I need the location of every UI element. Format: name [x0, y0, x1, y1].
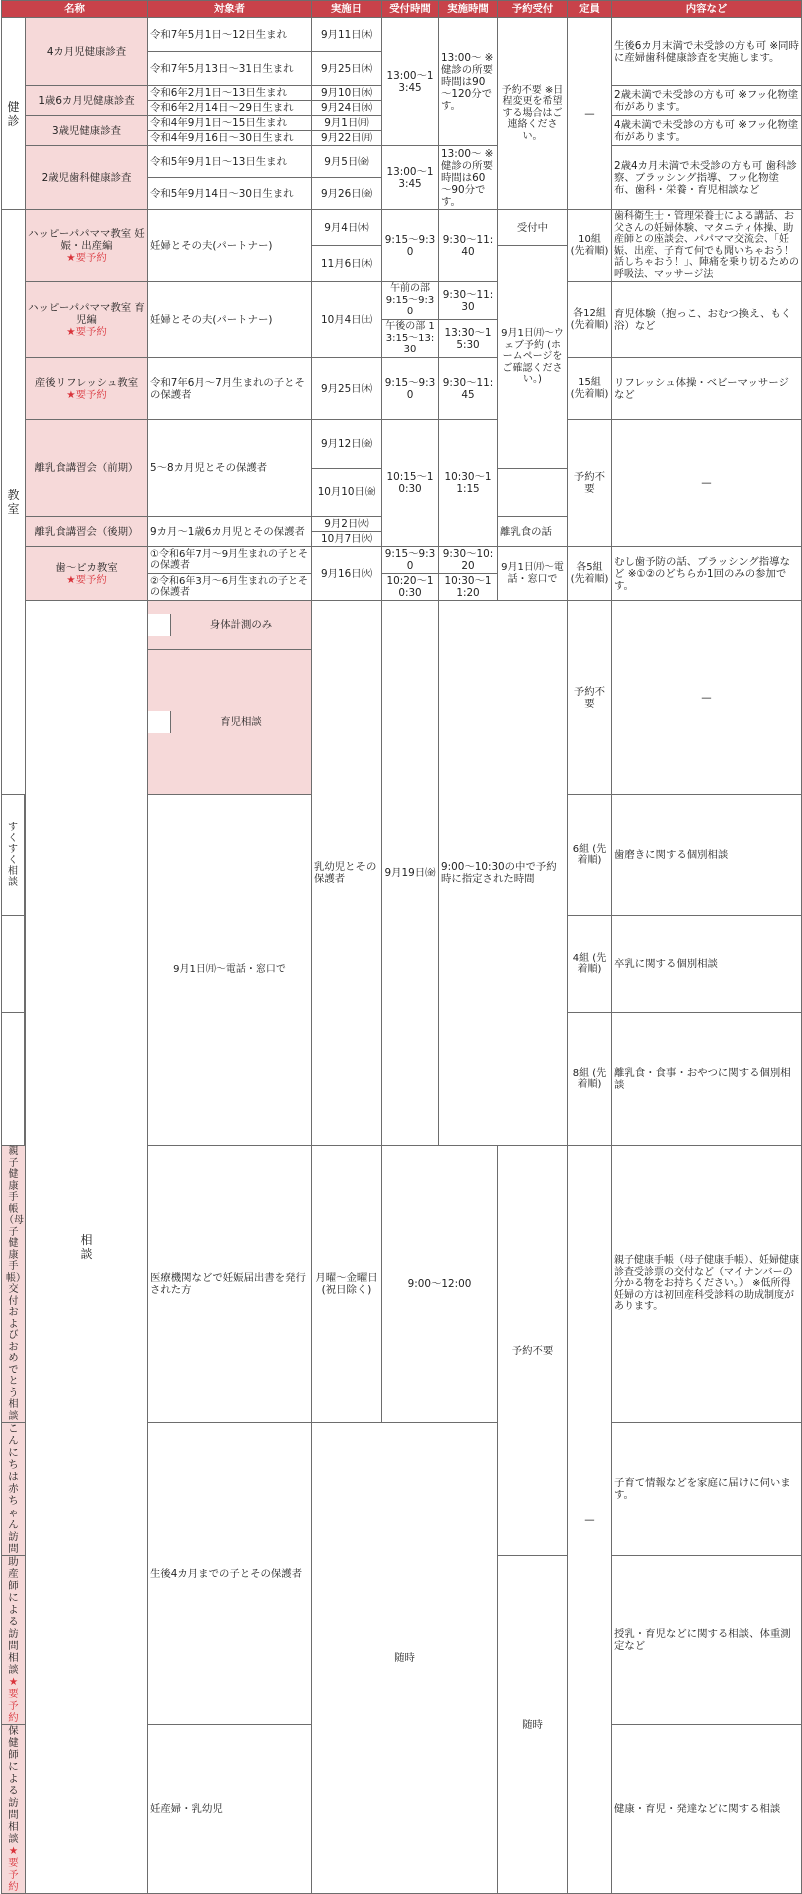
header-capacity: 定員: [568, 1, 612, 18]
target-cell: 令和4年9月1日～15日生まれ: [148, 116, 312, 131]
header-row: [2, 1, 802, 18]
time-cell: 9:00～12:00: [382, 1146, 498, 1423]
time-cell: 随時: [312, 1423, 498, 1894]
target-cell: 9カ月～1歳6カ月児とその保護者: [148, 517, 312, 547]
booking-cell: 予約不要: [498, 1146, 568, 1556]
details-cell: 生後6カ月末満で未受診の方も可 ※同時に産婦歯科健康診査を実施します。: [612, 18, 802, 86]
booking-cell: 9月1日㈪～ウェブ予約 (ホームページをご確認ください。): [498, 246, 568, 469]
session-cell: 10:30～11:20: [439, 574, 498, 601]
date-cell: 9月25日㈭: [312, 52, 382, 86]
details-cell: 歯磨きに関する個別相談: [612, 795, 802, 916]
item-name: 助産師による訪問相談 ★要予約: [2, 1556, 26, 1725]
session-cell: 9:30～11:45: [439, 358, 498, 420]
details-cell: 子育て情報などを家庭に届けに伺います。: [612, 1423, 802, 1556]
session-cell: 13:30～15:30: [439, 320, 498, 358]
details-cell: 健康・育児・発達などに関する相談: [612, 1725, 802, 1894]
booking-cell: 9月1日㈪～電話・窓口で: [498, 547, 568, 601]
session-cell: 10:30～11:15: [439, 420, 498, 547]
target-cell: 令和6年2月14日～29日生まれ: [148, 101, 312, 116]
date-cell: 9月24日㈬: [312, 101, 382, 116]
session-cell: 13:00～ ※健診の所要時間は60～90分です。: [439, 146, 498, 210]
time-cell: 9:00～10:30の中で予約時に指定された時間: [439, 601, 568, 1146]
target-cell: 5～8カ月児とその保護者: [148, 420, 312, 517]
target-cell: 令和7年5月13日～31日生まれ: [148, 52, 312, 86]
item-name: 離乳食講習会（前期）: [26, 420, 148, 517]
header-details: 内容など: [612, 1, 802, 18]
item-name: 1歳6カ月児健康診査: [26, 86, 148, 116]
required-mark: ★要予約: [66, 325, 107, 338]
category-kyoshitsu: 教室: [2, 210, 26, 795]
required-mark: ★要予約: [66, 573, 107, 586]
target-cell: ②令和6年3月～6月生まれの子とその保護者: [148, 574, 312, 601]
details-cell: 歯科衛生士・管理栄養士による講話、お父さんの妊婦体験、マタニティ体操、助産師との座談会、パパママ交流会、「妊娠、出産、子育て何でも聞いちゃおう！話しちゃおう！」、陣痛を乗り切るための呼吸法、マッサージ法: [612, 210, 802, 282]
date-cell: 9月10日㈬: [312, 86, 382, 101]
details-cell: 2歳4カ月未満で未受診の方も可 歯科診察、ブラッシング指導、フッ化物塗布、歯科・栄養・育児相談など: [612, 146, 802, 210]
details-cell: 2歳未満で未受診の方も可 ※フッ化物塗布があります。: [612, 86, 802, 116]
booking-cell: 予約不要: [568, 601, 612, 795]
item-name: ハッピーパパママ教室 妊娠・出産編 ★要予約: [26, 210, 148, 282]
target-cell: 妊産婦・乳幼児: [148, 1725, 312, 1894]
item-name: 歯～ピカ教室 ★要予約: [26, 547, 148, 601]
capacity-cell: —: [612, 601, 802, 795]
reception-cell: 9:15～9:30: [382, 358, 439, 420]
date-cell: 9月22日㈪: [312, 131, 382, 146]
details-cell: 離乳食・食事・おやつに関する個別相談: [612, 1013, 802, 1146]
reception-cell: 9:15～9:30: [382, 210, 439, 282]
header-booking: 予約受付: [498, 1, 568, 18]
required-mark: ★要予約: [8, 1676, 19, 1724]
reception-cell: 午前の部 9:15～9:30: [382, 282, 439, 320]
details-cell: 離乳食の話: [498, 517, 568, 547]
required-mark: ★要予約: [66, 388, 107, 401]
target-cell: 令和7年5月1日～12日生まれ: [148, 18, 312, 52]
category-sukusuku: すくすく相談: [2, 795, 25, 915]
header-date: 実施日: [312, 1, 382, 18]
header-name: 名称: [2, 1, 148, 18]
capacity-cell: 10組 (先着順): [568, 210, 612, 282]
target-cell: 妊婦とその夫(パートナー): [148, 210, 312, 282]
item-name: 3歳児健康診査: [26, 116, 148, 146]
schedule-table: [1, 0, 802, 1894]
date-cell: 10月4日㈯: [312, 282, 382, 358]
item-name: 4カ月児健康診査: [26, 18, 148, 86]
date-cell: 9月16日㈫: [312, 547, 382, 601]
capacity-cell: 6組 (先着順): [568, 795, 612, 916]
table-row: [2, 210, 802, 246]
target-cell: 令和5年9月1日～13日生まれ: [148, 146, 312, 178]
required-mark: ★要予約: [8, 1845, 19, 1893]
date-cell: 9月1日㈪: [312, 116, 382, 131]
reception-cell: 10:15～10:30: [382, 420, 439, 547]
target-cell: 乳幼児とその保護者: [312, 601, 382, 1146]
table-row: [2, 358, 802, 420]
item-name: 産後リフレッシュ教室 ★要予約: [26, 358, 148, 420]
target-cell: 令和6年2月1日～13日生まれ: [148, 86, 312, 101]
date-cell: 9月25日㈭: [312, 358, 382, 420]
table-row: [2, 420, 802, 469]
item-name: ハッピーパパママ教室 育児編 ★要予約: [26, 282, 148, 358]
session-cell: 9:30～11:30: [439, 282, 498, 320]
date-cell: 月曜～金曜日 (祝日除く): [312, 1146, 382, 1423]
required-mark: ★要予約: [66, 251, 107, 264]
details-cell: 卒乳に関する個別相談: [612, 916, 802, 1013]
item-name: 親子健康手帳（母子健康手帳）交付および おめでとう相談: [2, 1146, 26, 1423]
sukusuku-group: [148, 601, 312, 650]
target-cell: 令和7年6月～7月生まれの子とその保護者: [148, 358, 312, 420]
target-cell: 令和5年9月14日～30日生まれ: [148, 178, 312, 210]
item-name: こんにちは 赤ちゃん訪問: [2, 1423, 26, 1556]
reception-cell: 10:20～10:30: [382, 574, 439, 601]
capacity-cell: —: [568, 1146, 612, 1894]
date-cell: 9月5日㈮: [312, 146, 382, 178]
target-cell: 令和4年9月16日～30日生まれ: [148, 131, 312, 146]
booking-cell: 予約不要: [568, 420, 612, 547]
capacity-cell: —: [612, 420, 802, 547]
date-cell: 9月4日㈭: [312, 210, 382, 246]
sukusuku-item-2: 育児相談: [220, 716, 262, 728]
date-cell: 9月2日㈫: [312, 517, 382, 532]
table-row: [2, 547, 802, 574]
header-session-time: 実施時間: [439, 1, 498, 18]
details-cell: リフレッシュ体操・ベビーマッサージなど: [612, 358, 802, 420]
category-sodan: 相談: [26, 601, 148, 1894]
date-cell: 9月11日㈭: [312, 18, 382, 52]
reception-cell: 午後の部 13:15～13:30: [382, 320, 439, 358]
target-cell: 妊婦とその夫(パートナー): [148, 282, 312, 358]
session-cell: 13:00～ ※健診の所要時間は90～120分です。: [439, 18, 498, 146]
target-cell: ①令和6年7月～9月生まれの子とその保護者: [148, 547, 312, 574]
capacity-cell: 4組 (先着順): [568, 916, 612, 1013]
capacity-cell: —: [568, 18, 612, 210]
date-cell: 9月12日㈮: [312, 420, 382, 469]
table-row: [2, 18, 802, 52]
table-row: [2, 146, 802, 178]
date-cell: 9月19日㈮: [382, 601, 439, 1146]
booking-cell: 随時: [498, 1556, 568, 1894]
item-name: 2歳児歯科健康診査: [26, 146, 148, 210]
booking-cell: 受付中: [498, 210, 568, 246]
table-row: [2, 601, 802, 650]
table-row: [2, 282, 802, 320]
booking-cell: 予約不要 ※日程変更を希望する場合はご連絡ください。: [498, 18, 568, 210]
date-cell: 10月10日㈮: [312, 468, 382, 517]
header-reception-time: 受付時間: [382, 1, 439, 18]
reception-cell: 9:15～9:30: [382, 547, 439, 574]
target-cell: 生後4カ月までの子とその保護者: [148, 1423, 312, 1725]
target-cell: 医療機関などで妊娠届出書を発行された方: [148, 1146, 312, 1423]
date-cell: 9月26日㈮: [312, 178, 382, 210]
session-cell: 9:30～10:20: [439, 547, 498, 574]
details-cell: むし歯予防の話、ブラッシング指導など ※①②のどちらか1回のみの参加です。: [612, 547, 802, 601]
booking-cell: 9月1日㈪～電話・窓口で: [148, 795, 312, 1146]
capacity-cell: 15組 (先着順): [568, 358, 612, 420]
details-cell: 4歳未満で未受診の方も可 ※フッ化物塗布があります。: [612, 116, 802, 146]
session-cell: 9:30～11:40: [439, 210, 498, 282]
sukusuku-item-1: 身体計測のみ: [209, 619, 273, 631]
category-kenshin: 健診: [2, 18, 26, 210]
capacity-cell: 各12組 (先着順): [568, 282, 612, 358]
header-target: 対象者: [148, 1, 312, 18]
date-cell: 10月7日㈫: [312, 532, 382, 547]
item-name: 離乳食講習会（後期）: [26, 517, 148, 547]
date-cell: 11月6日㈭: [312, 246, 382, 282]
details-cell: 親子健康手帳（母子健康手帳）、妊婦健康診査受診票の交付など（マイナンバーの分かる物をお持ちください。） ※低所得妊婦の方は初回産科受診料の助成制度があります。: [612, 1146, 802, 1423]
details-cell: 授乳・育児などに関する相談、体重測定など: [612, 1556, 802, 1725]
reception-cell: 13:00～13:45: [382, 18, 439, 146]
item-name: 保健師による訪問相談 ★要予約: [2, 1725, 26, 1894]
capacity-cell: 各5組 (先着順): [568, 547, 612, 601]
details-cell: 育児体験（抱っこ、おむつ換え、もく浴）など: [612, 282, 802, 358]
capacity-cell: 8組 (先着順): [568, 1013, 612, 1146]
reception-cell: 13:00～13:45: [382, 146, 439, 210]
